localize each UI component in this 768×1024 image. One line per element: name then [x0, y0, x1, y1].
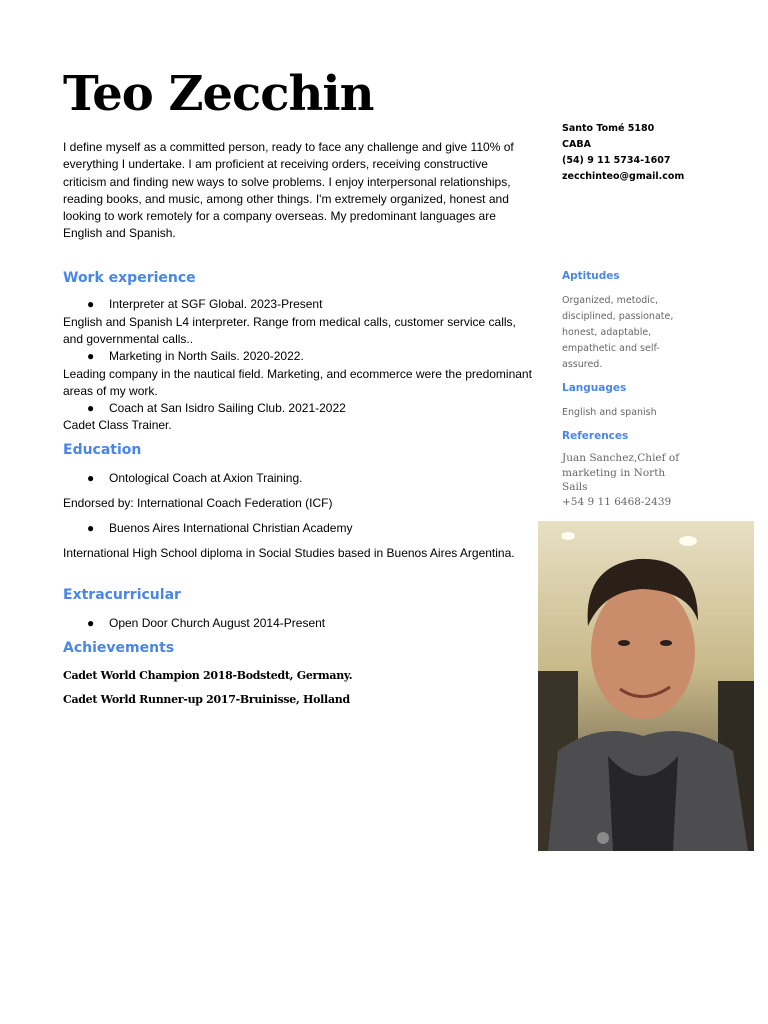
bullet-icon: ● — [87, 616, 95, 630]
contact-block — [562, 121, 684, 185]
aptitudes-heading: Aptitudes — [562, 270, 620, 282]
education-item-title — [87, 470, 302, 487]
reference-phone-line: +54 9 11 6468-2439 — [562, 495, 672, 508]
reference-name-line: Juan Sanchez,Chief of — [562, 452, 680, 464]
bullet-icon: ● — [87, 401, 95, 415]
education-item-description: Endorsed by: International Coach Federation (ICF) — [63, 496, 333, 510]
references-text — [562, 451, 682, 509]
education-item-title — [87, 520, 352, 537]
education-item-description: International High School diploma in Social Studies based in Buenos Aires Argentina. — [63, 546, 515, 560]
education-heading: Education — [63, 442, 142, 458]
work-item-description: Leading company in the nautical field. Marketing, and ecommerce were the predominant areas of my work. — [63, 367, 532, 398]
aptitudes-text: Organized, metodic, disciplined, passionate, honest, adaptable, empathetic and self-assured. — [562, 295, 674, 370]
bullet-icon: ● — [87, 521, 95, 535]
reference-company-line: Sails — [562, 481, 588, 493]
extracurricular-item-text: Open Door Church August 2014-Present — [109, 616, 326, 630]
contact-phone: (54) 9 11 5734-1607 — [562, 155, 671, 167]
profile-photo — [538, 521, 754, 851]
profile-summary: I define myself as a committed person, ready to face any challenge and give 110% of everything I undertake. I am proficient at receiving orders, receiving constructive criticism and finding new ways to solve problems. I enjoy interpersonal relationships, reading books, and music, among other things. I'm extremely organized, honest and looking to work remotely for a company overseas. My predominant languages are English and Spanish. — [63, 140, 514, 241]
extracurricular-item — [87, 615, 325, 632]
work-item-title-text: Coach at San Isidro Sailing Club. 2021-2022 — [109, 401, 346, 415]
contact-email: zecchinteo@gmail.com — [562, 171, 685, 183]
work-experience-heading: Work experience — [63, 270, 196, 286]
work-item-title — [87, 296, 322, 313]
education-item-title-text: Buenos Aires International Christian Academy — [109, 521, 353, 535]
bullet-icon: ● — [87, 349, 95, 363]
contact-address: Santo Tomé 5180 — [562, 123, 655, 134]
bullet-icon: ● — [87, 471, 95, 485]
references-heading: References — [562, 430, 629, 442]
contact-city: CABA — [562, 139, 591, 151]
candidate-name: Teo Zecchin — [63, 66, 374, 122]
languages-text: English and spanish — [562, 407, 657, 418]
achievements-heading: Achievements — [63, 640, 175, 656]
work-item-description: English and Spanish L4 interpreter. Range from medical calls, customer service calls, and governmental calls.. — [63, 315, 516, 346]
reference-role-line: marketing in North — [562, 466, 666, 479]
extracurricular-heading: Extracurricular — [63, 587, 181, 603]
work-item-title-text: Marketing in North Sails. 2020-2022. — [109, 349, 304, 363]
languages-heading: Languages — [562, 382, 627, 394]
work-item-description: Cadet Class Trainer. — [63, 418, 172, 432]
work-item-title-text: Interpreter at SGF Global. 2023-Present — [109, 297, 323, 311]
work-item-title — [87, 348, 304, 365]
bullet-icon: ● — [87, 297, 95, 311]
education-item-title-text: Ontological Coach at Axion Training. — [109, 471, 303, 485]
work-item-title — [87, 400, 346, 417]
achievement-item: Cadet World Champion 2018-Bodstedt, Germany. — [63, 669, 353, 682]
achievement-item: Cadet World Runner-up 2017-Bruinisse, Holland — [63, 693, 350, 706]
